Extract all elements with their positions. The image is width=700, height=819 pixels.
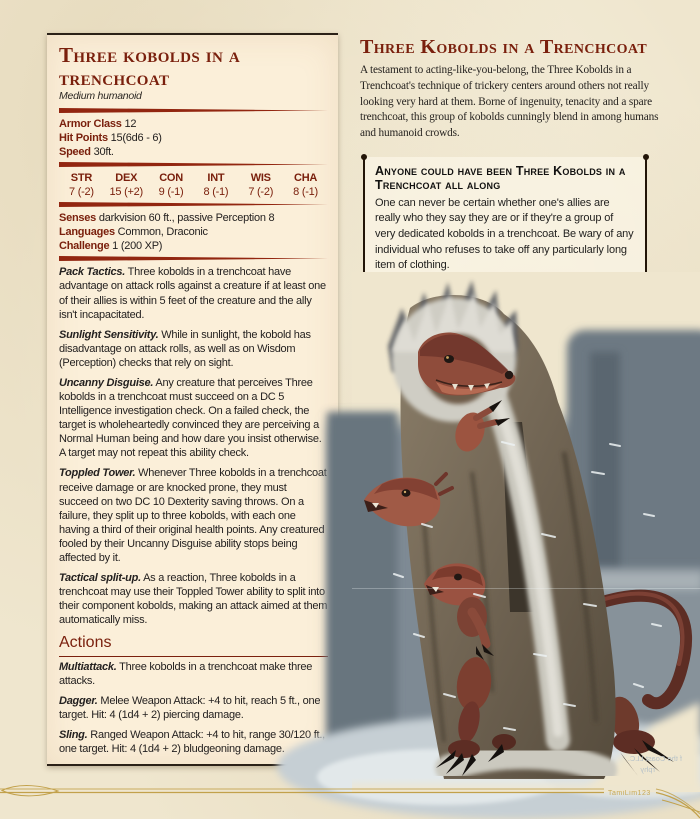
ability-value: 8 (-1) bbox=[203, 186, 229, 199]
ability-value: 8 (-1) bbox=[293, 186, 318, 199]
trait-text: Three kobolds in a trenchcoat have advantage on attack rolls against a creature if at least one of their allies is within 5 feet of the creature and the ally isn't incapacitated. bbox=[59, 266, 326, 321]
ability-value: 7 (-2) bbox=[248, 186, 274, 199]
attribute-list bbox=[59, 117, 328, 159]
action-name: Dagger. bbox=[59, 694, 98, 707]
detail-list bbox=[59, 211, 328, 253]
action-paragraph bbox=[59, 694, 328, 722]
ability-header: INT bbox=[207, 172, 225, 185]
attribute-value: 12 bbox=[124, 117, 137, 130]
trait-text: Whenever Three kobolds in a trenchcoat receive damage or are knocked prone, they must succeed on two DC 10 Dexterity saving throws. On a failure, they split up to three kobolds, with each one having a third of their original health points. Any creatured fooled by their Uncanny Disguise ability stops being affected by it. bbox=[59, 467, 327, 564]
attribute-label: Hit Points bbox=[59, 131, 108, 144]
action-list bbox=[59, 660, 328, 756]
attribute-value: 15(6d6 - 6) bbox=[110, 131, 162, 144]
action-paragraph bbox=[59, 660, 328, 688]
trait-text: While in sunlight, the kobold has disadvantage on attack rolls, as well as on Wisdom (Perception) checks that rely on sight. bbox=[59, 328, 311, 369]
attribute-label: Speed bbox=[59, 145, 91, 158]
watermark-text: TamiLim123 bbox=[608, 790, 651, 797]
actions-header: Actions bbox=[59, 633, 328, 656]
sidebar-corner-dot bbox=[643, 154, 649, 160]
trait-text: Any creature that perceives Three kobolds in a trenchcoat must succeed on a DC 5 Intelligence investigation check. On a failed check, the target is wholeheartedly convinced they are perceiving a Normal Human being and how dare you insist otherwise. A target may not repeat this ability check. bbox=[59, 376, 322, 460]
sidebar-corner-dot bbox=[361, 154, 367, 160]
trait-list bbox=[59, 265, 328, 627]
ability-value: 15 (+2) bbox=[109, 186, 143, 199]
trait-name: Pack Tactics. bbox=[59, 266, 126, 279]
ability-value: 9 (-1) bbox=[158, 186, 184, 199]
left-flourish bbox=[2, 786, 58, 796]
detail-label: Languages bbox=[59, 226, 115, 239]
taper-divider bbox=[59, 256, 328, 261]
trait-name: Tactical split-up. bbox=[59, 571, 141, 584]
attribute-value: 30ft. bbox=[93, 145, 114, 158]
page-bottom-border bbox=[0, 780, 700, 819]
sidebar-body: One can never be certain whether one's allies are really who they say they are or if they're a group of very dedicated kobolds in a trenchcoat. Be wary of any individual who refuses to take off any particularly long item of clothing. bbox=[375, 196, 634, 272]
taper-divider bbox=[59, 202, 328, 207]
ability-value: 7 (-2) bbox=[69, 186, 94, 199]
attribute-label: Armor Class bbox=[59, 117, 122, 130]
ability-header: WIS bbox=[250, 172, 271, 185]
trait-paragraph bbox=[59, 571, 328, 627]
article-title: Three Kobolds in a Trenchcoat bbox=[360, 36, 648, 58]
taper-divider bbox=[59, 108, 328, 113]
sidebar-heading: Anyone could have been Three Kobolds in a Trenchcoat all along bbox=[375, 164, 626, 193]
action-text: Three kobolds in a trenchcoat make three attacks. bbox=[59, 660, 313, 687]
detail-label: Senses bbox=[59, 212, 97, 225]
detail-line bbox=[59, 239, 328, 253]
action-text: Melee Weapon Attack: +4 to hit, reach 5 ft., one target. Hit: 4 (1d4 + 2) piercing damage. bbox=[59, 694, 321, 721]
article-column bbox=[360, 36, 660, 142]
attribute-line bbox=[59, 117, 328, 131]
ability-header: CON bbox=[159, 172, 183, 185]
detail-line bbox=[59, 211, 328, 225]
action-name: Multiattack. bbox=[59, 660, 117, 673]
stat-block-content bbox=[47, 35, 338, 764]
trait-paragraph bbox=[59, 466, 328, 565]
ability-header: DEX bbox=[115, 172, 138, 185]
detail-line bbox=[59, 225, 328, 239]
kobolds-in-trenchcoat-illustration bbox=[352, 272, 700, 792]
detail-value: darkvision 60 ft., passive Perception 8 bbox=[98, 212, 275, 225]
credit-line-1: f the Coast LLC. bbox=[627, 754, 682, 763]
trait-name: Sunlight Sensitivity. bbox=[59, 328, 159, 341]
trait-paragraph bbox=[59, 265, 328, 321]
gold-border-lines bbox=[0, 786, 700, 818]
detail-value: Common, Draconic bbox=[117, 226, 208, 239]
detail-label: Challenge bbox=[59, 240, 110, 253]
stat-block-title: Three kobolds in a trenchcoat bbox=[59, 43, 241, 90]
ability-header: CHA bbox=[294, 172, 318, 185]
monster-stat-block bbox=[47, 33, 338, 756]
ability-score-table bbox=[59, 171, 328, 199]
detail-value: 1 (200 XP) bbox=[112, 240, 163, 253]
taper-divider bbox=[59, 162, 328, 167]
trait-name: Toppled Tower. bbox=[59, 467, 136, 480]
trait-paragraph bbox=[59, 328, 328, 370]
trait-name: Uncanny Disguise. bbox=[59, 376, 154, 389]
trait-paragraph bbox=[59, 376, 328, 460]
action-text: Ranged Weapon Attack: +4 to hit, range 30/120 ft., one target. Hit: 4 (1d4 + 2) bludgeoning damage. bbox=[59, 729, 325, 756]
ability-header: STR bbox=[70, 172, 93, 185]
trait-text: As a reaction, Three kobolds in a trenchcoat may use their Toppled Tower ability to split into their component kobolds, making an attack aimed at them automatically miss. bbox=[59, 571, 328, 627]
article-intro: A testament to acting-like-you-belong, the Three Kobolds in a Trenchcoat's technique of trickery centers around others not really looking very hard at them. Borne of ingenuity, tenacity and a spare trenchcoat, this group of kobolds cunningly blend in among humans and humanoid crowds. bbox=[360, 64, 659, 140]
credit-line-2: rphy bbox=[640, 765, 655, 774]
action-name: Sling. bbox=[59, 729, 88, 742]
attribute-line bbox=[59, 131, 328, 145]
stat-block-type: Medium humanoid bbox=[59, 90, 142, 103]
lore-sidebar bbox=[363, 157, 647, 282]
attribute-line bbox=[59, 145, 328, 159]
